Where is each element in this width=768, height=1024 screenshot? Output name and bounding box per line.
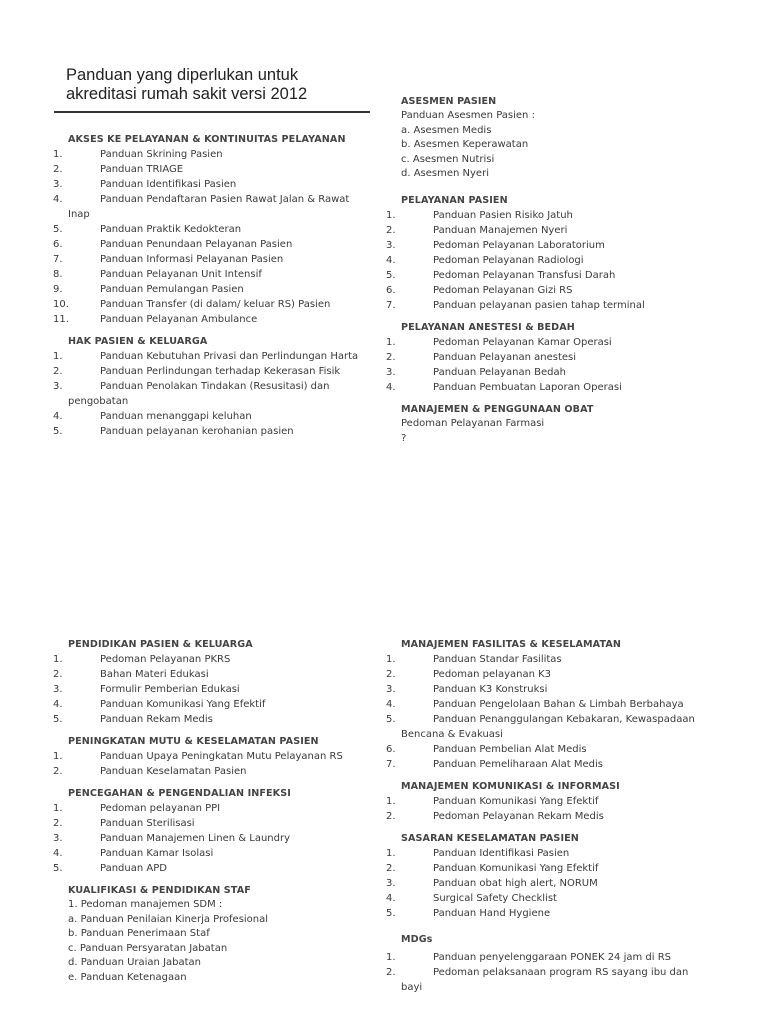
list-item <box>53 297 373 312</box>
item-text: Pedoman Pelayanan Rekam Medis <box>433 811 604 822</box>
title-underline <box>54 111 370 113</box>
item-text: Panduan Identifikasi Pasien <box>100 179 237 190</box>
item-number: 3. <box>386 366 396 378</box>
item-text: Panduan K3 Konstruksi <box>433 684 548 695</box>
text-line: e. Panduan Ketenagaan <box>68 971 187 983</box>
item-text: Panduan Hand Hygiene <box>433 908 551 919</box>
item-text: Panduan penyelenggaraan PONEK 24 jam di RS <box>433 952 672 963</box>
item-text: Panduan Pembelian Alat Medis <box>433 744 587 755</box>
item-text: Panduan Komunikasi Yang Efektif <box>100 699 266 710</box>
item-text: Panduan Pendaftaran Pasien Rawat Jalan & Rawat <box>100 194 350 205</box>
section-heading: PENCEGAHAN & PENGENDALIAN INFEKSI <box>68 788 291 799</box>
section-heading: MANAJEMEN & PENGGUNAAN OBAT <box>401 403 594 415</box>
item-number: 5. <box>386 269 396 281</box>
item-number: 5. <box>53 426 63 437</box>
item-number: 6. <box>386 744 396 755</box>
item-text-continuation: Inap <box>68 209 90 220</box>
item-number: 2. <box>53 818 63 829</box>
item-number: 6. <box>53 239 63 250</box>
item-text: Pedoman Pelayanan Kamar Operasi <box>433 336 612 348</box>
list-item <box>53 409 373 424</box>
list-item <box>386 682 706 697</box>
text-line: Pedoman Pelayanan Farmasi <box>401 417 545 429</box>
item-number: 4. <box>386 893 396 904</box>
list-item <box>386 794 706 809</box>
item-number: 3. <box>53 179 63 190</box>
item-text: Panduan Manajemen Nyeri <box>433 224 568 236</box>
list-item <box>53 364 373 379</box>
list-item <box>386 742 706 757</box>
item-number: 1. <box>53 654 63 665</box>
section-heading: HAK PASIEN & KELUARGA <box>68 336 208 347</box>
list-item <box>53 682 373 697</box>
item-number: 4. <box>53 194 63 205</box>
list-item <box>386 846 706 861</box>
item-text: Panduan Penolakan Tindakan (Resusitasi) dan <box>100 381 330 392</box>
text-line: b. Panduan Penerimaan Staf <box>68 928 210 940</box>
list-item <box>53 267 373 282</box>
item-text: Panduan Kamar Isolasi <box>100 848 214 859</box>
section-heading: ASESMEN PASIEN <box>401 96 497 107</box>
item-number: 5. <box>53 863 63 874</box>
item-text: Panduan Sterilisasi <box>100 818 195 829</box>
section-mdgs <box>386 933 706 995</box>
item-text: Panduan menanggapi keluhan <box>100 411 252 422</box>
text-line: b. Asesmen Keperawatan <box>401 139 529 151</box>
list-item <box>386 965 706 995</box>
item-text: Panduan Skrining Pasien <box>100 149 223 160</box>
list-item <box>53 764 373 779</box>
section-heading: KUALIFIKASI & PENDIDIKAN STAF <box>68 885 251 896</box>
section-mutu <box>53 735 373 779</box>
item-number: 1. <box>53 803 63 814</box>
list-item <box>53 312 373 327</box>
numbered-list <box>386 794 706 824</box>
item-text: Pedoman Pelayanan PKRS <box>100 654 231 665</box>
numbered-list <box>53 749 373 779</box>
section-anestesi <box>386 321 706 395</box>
list-item <box>386 238 706 253</box>
item-text: Pedoman pelayanan K3 <box>433 669 552 680</box>
item-number: 4. <box>386 254 396 266</box>
list-item <box>53 712 373 727</box>
item-text: Panduan Upaya Peningkatan Mutu Pelayanan RS <box>100 751 343 762</box>
item-text-continuation: bayi <box>401 982 423 993</box>
item-text: Bahan Materi Edukasi <box>100 669 209 680</box>
item-number: 4. <box>386 381 396 393</box>
numbered-list <box>386 652 706 772</box>
section-obat <box>386 403 706 446</box>
list-item <box>53 192 373 222</box>
item-number: 1. <box>386 952 396 963</box>
item-number: 4. <box>386 699 396 710</box>
list-item <box>53 667 373 682</box>
item-number: 1. <box>53 351 63 362</box>
item-text: Panduan Standar Fasilitas <box>433 654 562 665</box>
item-number: 1. <box>53 149 63 160</box>
item-number: 7. <box>53 254 63 265</box>
item-text: Panduan Praktik Kedokteran <box>100 224 242 235</box>
item-number: 7. <box>386 759 396 770</box>
item-text: Panduan Komunikasi Yang Efektif <box>433 863 599 874</box>
list-item <box>386 906 706 921</box>
item-number: 2. <box>53 366 63 377</box>
list-item <box>386 712 706 742</box>
numbered-list <box>53 652 373 727</box>
item-text: Pedoman pelayanan PPI <box>100 803 221 814</box>
text-line: c. Asesmen Nutrisi <box>401 153 495 165</box>
section-kualifikasi <box>53 884 373 986</box>
item-text: Panduan Pelayanan anestesi <box>433 351 577 363</box>
item-number: 9. <box>53 284 63 295</box>
item-text: Panduan Keselamatan Pasien <box>100 766 247 777</box>
list-item <box>386 223 706 238</box>
numbered-list <box>53 349 373 439</box>
item-number: 2. <box>386 224 396 236</box>
item-text: Panduan Informasi Pelayanan Pasien <box>100 254 284 265</box>
list-item <box>386 652 706 667</box>
item-number: 2. <box>386 669 396 680</box>
item-number: 5. <box>386 714 396 725</box>
text-line: a. Asesmen Medis <box>401 124 492 136</box>
section-komunikasi <box>386 780 706 824</box>
item-number: 4. <box>53 699 63 710</box>
item-text: Panduan Pelayanan Unit Intensif <box>100 269 262 280</box>
list-item <box>53 424 373 439</box>
item-text: Panduan Pengelolaan Bahan & Limbah Berbahaya <box>433 699 684 710</box>
item-number: 7. <box>386 299 396 311</box>
item-text: Panduan Perlindungan terhadap Kekerasan Fisik <box>100 366 341 377</box>
item-text: Panduan Penundaan Pelayanan Pasien <box>100 239 293 250</box>
item-number: 8. <box>53 269 63 280</box>
list-item <box>53 652 373 667</box>
item-text: Surgical Safety Checklist <box>433 893 557 904</box>
list-item <box>53 252 373 267</box>
item-text: Panduan Identifikasi Pasien <box>433 848 570 859</box>
list-item <box>386 861 706 876</box>
text-line: d. Asesmen Nyeri <box>401 168 489 180</box>
text-line: d. Panduan Uraian Jabatan <box>68 957 202 969</box>
section-heading: SASARAN KESELAMATAN PASIEN <box>401 833 579 844</box>
list-item <box>53 222 373 237</box>
section-hak-pasien <box>53 335 373 439</box>
section-heading: MANAJEMEN FASILITAS & KESELAMATAN <box>401 639 622 650</box>
plain-list <box>386 109 706 182</box>
section-pelayanan-pasien <box>386 194 706 313</box>
list-item <box>53 162 373 177</box>
text-line: c. Panduan Persyaratan Jabatan <box>68 942 228 954</box>
list-item <box>53 831 373 846</box>
list-item <box>53 349 373 364</box>
list-item <box>386 757 706 772</box>
item-number: 3. <box>386 239 396 251</box>
list-item <box>386 253 706 268</box>
item-text: Panduan pelayanan pasien tahap terminal <box>433 299 645 311</box>
item-text: Panduan Pelayanan Ambulance <box>100 314 258 325</box>
numbered-list <box>386 335 706 395</box>
item-text: Panduan Pembuatan Laporan Operasi <box>433 381 622 393</box>
item-text: Pedoman Pelayanan Gizi RS <box>433 284 573 296</box>
list-item <box>386 950 706 965</box>
section-heading: PELAYANAN ANESTESI & BEDAH <box>401 321 575 333</box>
section-pendidikan <box>53 638 373 727</box>
text-line: ? <box>401 432 407 444</box>
section-asesmen <box>386 95 706 182</box>
item-text: Panduan Komunikasi Yang Efektif <box>433 796 599 807</box>
item-number: 3. <box>53 833 63 844</box>
item-text-continuation: pengobatan <box>68 396 129 407</box>
item-text: Panduan Manajemen Linen & Laundry <box>100 833 291 844</box>
item-text: Panduan Pemulangan Pasien <box>100 284 244 295</box>
list-item <box>386 697 706 712</box>
item-text: Pedoman Pelayanan Laboratorium <box>433 239 605 251</box>
list-item <box>386 809 706 824</box>
list-item <box>53 697 373 712</box>
section-sasaran <box>386 832 706 921</box>
list-item <box>386 208 706 223</box>
item-number: 5. <box>53 224 63 235</box>
item-number: 3. <box>53 381 63 392</box>
item-number: 11. <box>53 314 69 325</box>
section-heading: AKSES KE PELAYANAN & KONTINUITAS PELAYANAN <box>68 134 346 145</box>
list-item <box>386 268 706 283</box>
item-number: 4. <box>53 411 63 422</box>
list-item <box>386 350 706 365</box>
item-number: 4. <box>53 848 63 859</box>
section-heading: PENDIDIKAN PASIEN & KELUARGA <box>68 639 253 650</box>
item-text-continuation: Bencana & Evakuasi <box>401 729 503 740</box>
item-number: 1. <box>386 796 396 807</box>
list-item <box>53 177 373 192</box>
list-item <box>386 891 706 906</box>
item-number: 10. <box>53 299 69 310</box>
text-line: a. Panduan Penilaian Kinerja Profesional <box>68 913 269 925</box>
list-item <box>53 749 373 764</box>
section-heading: PELAYANAN PASIEN <box>401 194 508 206</box>
list-item <box>386 298 706 313</box>
section-ppi <box>53 787 373 876</box>
item-number: 6. <box>386 284 396 296</box>
section-fasilitas <box>386 638 706 772</box>
numbered-list <box>386 846 706 921</box>
item-number: 2. <box>386 351 396 363</box>
item-number: 2. <box>53 766 63 777</box>
numbered-list <box>53 801 373 876</box>
list-item <box>53 237 373 252</box>
item-number: 3. <box>386 878 396 889</box>
item-text: Panduan pelayanan kerohanian pasien <box>100 426 294 437</box>
item-text: Panduan Pelayanan Bedah <box>433 366 566 378</box>
numbered-list <box>53 147 373 327</box>
list-item <box>53 816 373 831</box>
item-number: 1. <box>386 848 396 859</box>
item-text: Panduan Pasien Risiko Jatuh <box>433 209 573 221</box>
section-heading: MDGs <box>401 934 433 945</box>
section-akses <box>53 133 373 327</box>
section-heading: PENINGKATAN MUTU & KESELAMATAN PASIEN <box>68 736 319 747</box>
list-item <box>53 846 373 861</box>
item-text: Formulir Pemberian Edukasi <box>100 684 240 695</box>
left-bottom-column <box>53 638 373 986</box>
section-heading: MANAJEMEN KOMUNIKASI & INFORMASI <box>401 781 620 792</box>
list-item <box>386 667 706 682</box>
item-text: Panduan Kebutuhan Privasi dan Perlindungan Harta <box>100 351 359 362</box>
item-number: 5. <box>53 714 63 725</box>
item-text: Panduan obat high alert, NORUM <box>433 878 598 889</box>
list-item <box>386 335 706 350</box>
item-text: Panduan Penanggulangan Kebakaran, Kewaspadaan <box>433 714 695 725</box>
item-number: 3. <box>53 684 63 695</box>
item-number: 1. <box>53 751 63 762</box>
right-top-column <box>386 95 706 446</box>
item-text: Panduan Rekam Medis <box>100 714 213 725</box>
item-text: Pedoman Pelayanan Radiologi <box>433 254 584 266</box>
list-item <box>53 861 373 876</box>
item-number: 2. <box>386 811 396 822</box>
plain-list <box>53 898 373 986</box>
text-line: Panduan Asesmen Pasien : <box>401 110 535 121</box>
list-item <box>53 282 373 297</box>
item-number: 2. <box>53 164 63 175</box>
item-number: 2. <box>386 863 396 874</box>
list-item <box>386 365 706 380</box>
item-number: 1. <box>386 336 396 348</box>
item-text: Pedoman pelaksanaan program RS sayang ibu dan <box>433 967 689 978</box>
list-item <box>386 380 706 395</box>
item-text: Panduan Transfer (di dalam/ keluar RS) Pasien <box>100 299 331 310</box>
list-item <box>386 283 706 298</box>
list-item <box>53 379 373 409</box>
item-text: Panduan TRIAGE <box>100 164 184 175</box>
list-item <box>386 876 706 891</box>
page-title: Panduan yang diperlukan untuk akreditasi rumah sakit versi 2012 <box>66 66 308 103</box>
numbered-list <box>386 208 706 313</box>
plain-list <box>386 417 706 446</box>
right-bottom-column <box>386 638 706 995</box>
list-item <box>53 801 373 816</box>
item-text: Panduan APD <box>100 863 167 874</box>
item-number: 1. <box>386 654 396 665</box>
left-top-column <box>53 133 373 439</box>
item-number: 5. <box>386 908 396 919</box>
numbered-list <box>386 950 706 995</box>
list-item <box>53 147 373 162</box>
item-number: 2. <box>53 669 63 680</box>
item-number: 1. <box>386 209 396 221</box>
item-text: Panduan Pemeliharaan Alat Medis <box>433 759 603 770</box>
text-line: 1. Pedoman manajemen SDM : <box>68 899 223 910</box>
item-number: 3. <box>386 684 396 695</box>
item-text: Pedoman Pelayanan Transfusi Darah <box>433 269 616 281</box>
item-number: 2. <box>386 967 396 978</box>
